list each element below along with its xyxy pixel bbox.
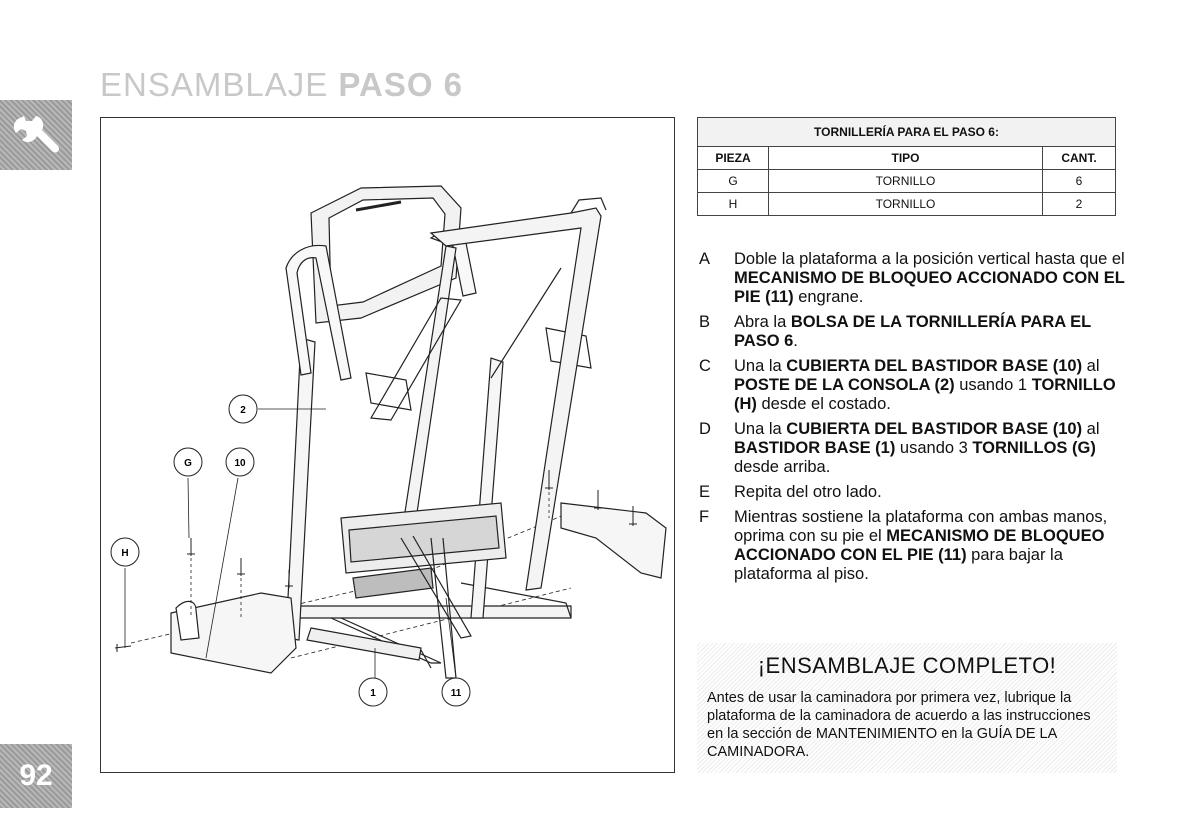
assembly-figure: [100, 117, 675, 773]
step-text-part: .: [793, 332, 798, 350]
step-text: [734, 357, 1127, 414]
cell-pieza: G: [698, 170, 769, 193]
callout-label: 2: [240, 405, 246, 416]
callout-label: 1: [370, 688, 376, 699]
step-text-part: para bajar la plataforma al piso.: [734, 546, 1063, 583]
callout-2: [229, 395, 257, 423]
cell-tipo: TORNILLO: [769, 170, 1043, 193]
column-header-cant: CANT.: [1043, 147, 1116, 170]
callout-11: [442, 678, 470, 706]
section-tab: [0, 100, 72, 170]
step-text-bold: CUBIERTA DEL BASTIDOR BASE (10): [786, 357, 1083, 375]
step-e: [697, 483, 1127, 502]
step-d: [697, 420, 1127, 477]
assembly-complete-text: Antes de usar la caminadora por primera vez, lubrique la plataforma de la caminadora de acuerdo a las instrucciones en la sección de MANTENIMIENTO en la GUÍA DE LA CAMINADORA.: [707, 690, 1091, 760]
column-header-pieza: PIEZA: [698, 147, 769, 170]
step-text-part: al: [1082, 357, 1100, 375]
step-text-part: Doble la plataforma a la posición vertical hasta que el: [734, 250, 1125, 268]
table-row: [698, 193, 1116, 216]
column-header-tipo: TIPO: [769, 147, 1043, 170]
step-letter: F: [699, 508, 710, 526]
callout-10: [226, 448, 254, 476]
cell-pieza: H: [698, 193, 769, 216]
step-text-part: usando 1: [954, 376, 1032, 394]
step-text-bold: TORNILLOS (G): [972, 439, 1096, 457]
step-text: [734, 313, 1127, 351]
step-text-bold: MECANISMO DE BLOQUEO ACCIONADO CON EL PIE (11): [734, 269, 1125, 306]
step-text-bold: BASTIDOR BASE (1): [734, 439, 896, 457]
table-row: [698, 170, 1116, 193]
step-text: [734, 250, 1127, 307]
step-text-bold: BOLSA DE LA TORNILLERÍA PARA EL PASO 6: [734, 313, 1091, 350]
step-c: [697, 357, 1127, 414]
callout-label: H: [121, 548, 129, 559]
step-text: [734, 508, 1127, 584]
wrench-icon: [8, 108, 64, 164]
step-text-bold: TORNILLO (H): [734, 376, 1116, 413]
step-letter: C: [699, 357, 711, 375]
step-text-part: Abra la: [734, 313, 791, 331]
cell-tipo: TORNILLO: [769, 193, 1043, 216]
step-b: [697, 313, 1127, 351]
step-letter: B: [699, 313, 711, 331]
assembly-complete-heading: ¡ENSAMBLAJE COMPLETO!: [757, 653, 1057, 678]
step-text-bold: CUBIERTA DEL BASTIDOR BASE (10): [786, 420, 1083, 438]
treadmill-illustration: [101, 118, 675, 773]
step-text-bold: POSTE DE LA CONSOLA (2): [734, 376, 955, 394]
step-text-part: Mientras sostiene la plataforma con ambas manos, oprima con su pie el: [734, 508, 1108, 545]
assembly-steps: [697, 250, 1127, 590]
step-text-part: Una la: [734, 357, 787, 375]
title-light: ENSAMBLAJE: [100, 66, 329, 103]
step-text: [734, 420, 1127, 477]
step-text-part: desde el costado.: [756, 395, 891, 413]
cell-cant: 6: [1043, 170, 1116, 193]
step-text: [734, 483, 882, 502]
step-text-part: desde arriba.: [734, 458, 831, 476]
callout-label: 10: [234, 458, 246, 469]
step-text-part: engrane.: [793, 288, 864, 306]
page-title: [100, 66, 463, 104]
callout-label: G: [184, 458, 192, 469]
callout-g: [174, 448, 202, 476]
step-a: [697, 250, 1127, 307]
title-bold: PASO 6: [338, 66, 464, 103]
step-text-bold: MECANISMO DE BLOQUEO ACCIONADO CON EL PIE (11): [734, 527, 1105, 564]
callout-h: [111, 538, 139, 566]
hardware-table: [697, 117, 1116, 216]
callout-label: 11: [450, 688, 462, 699]
step-text-part: usando 3: [895, 439, 973, 457]
cell-cant: 2: [1043, 193, 1116, 216]
step-letter: A: [699, 250, 711, 268]
assembly-complete-box: [697, 643, 1117, 773]
step-text-part: al: [1082, 420, 1100, 438]
step-text-part: Repita del otro lado.: [734, 483, 882, 501]
step-letter: D: [699, 420, 711, 438]
hardware-table-caption: TORNILLERÍA PARA EL PASO 6:: [698, 118, 1116, 147]
step-letter: E: [699, 483, 711, 501]
step-text-part: Una la: [734, 420, 787, 438]
step-f: [697, 508, 1127, 584]
callout-1: [359, 678, 387, 706]
page-number: 92: [0, 744, 72, 808]
